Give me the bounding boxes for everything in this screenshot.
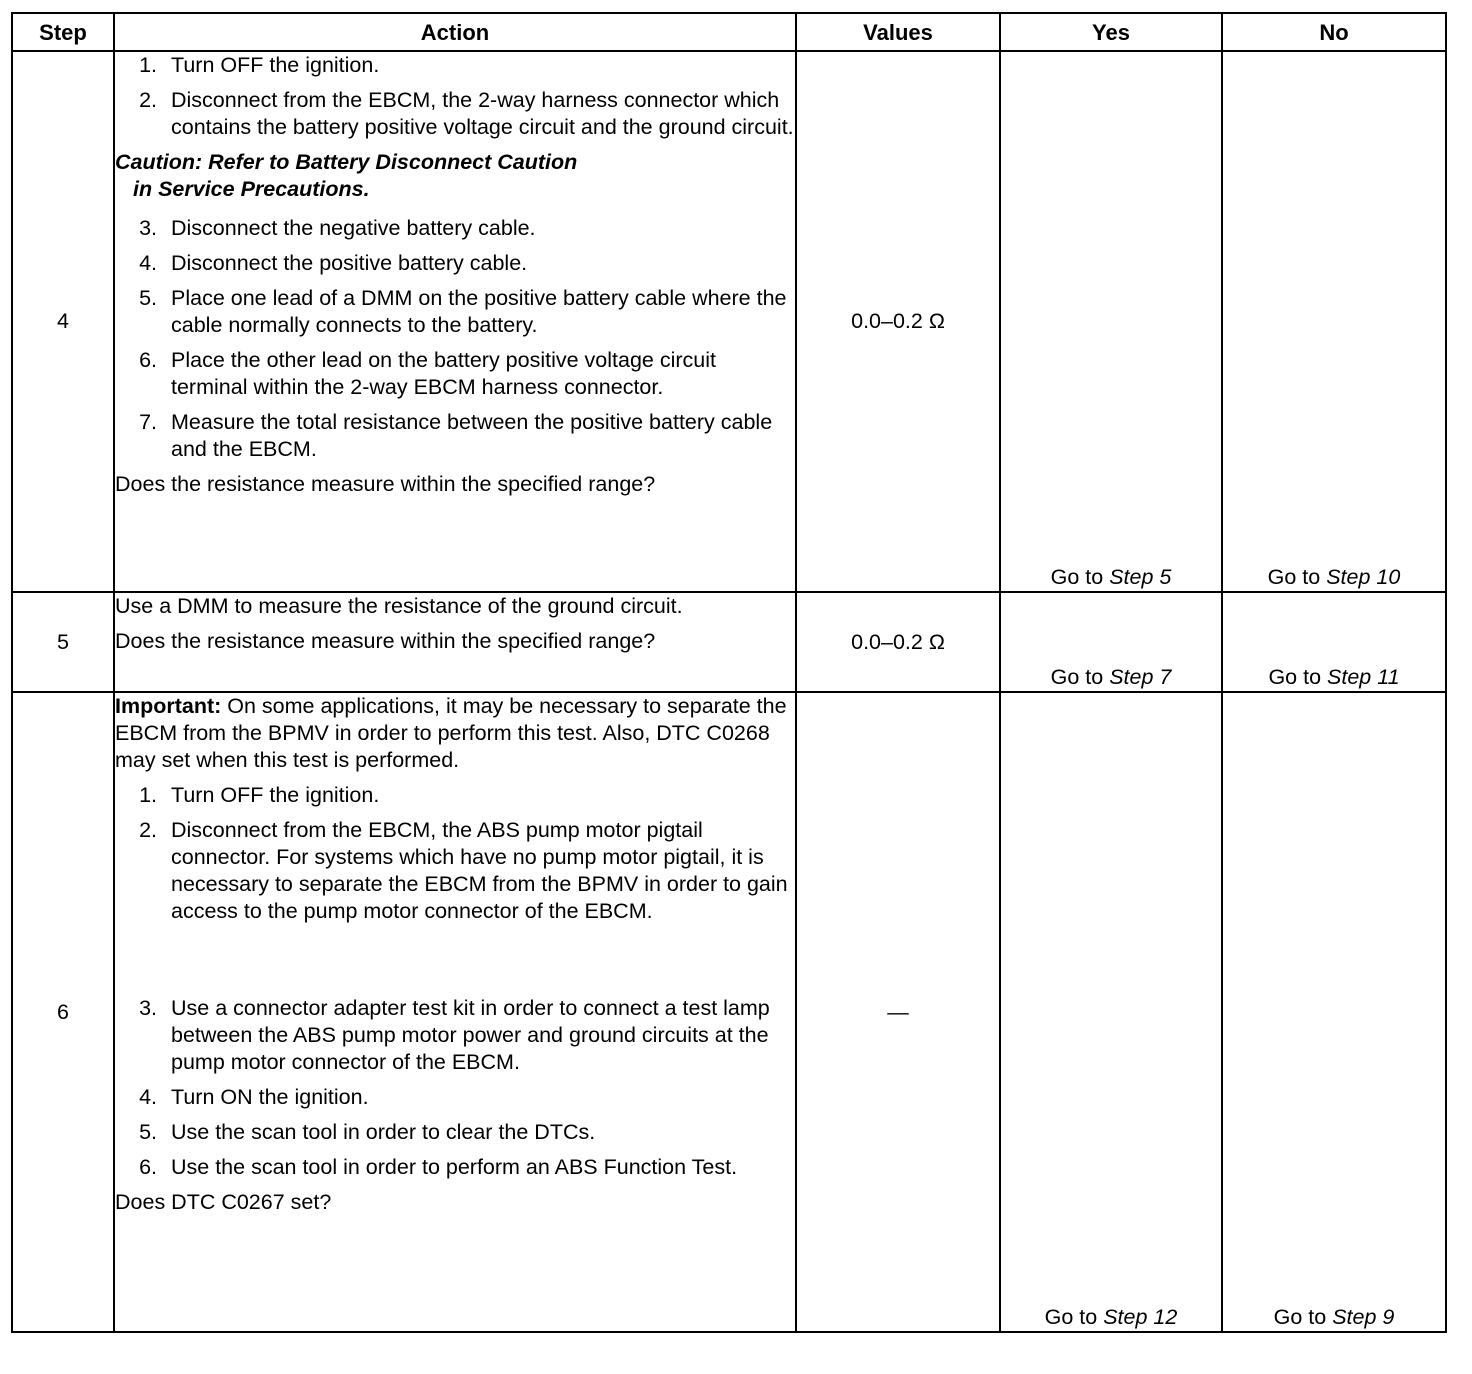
action-cell <box>114 692 796 1332</box>
item-number: 3. <box>139 996 157 1020</box>
list-item <box>115 1084 795 1111</box>
list-item <box>115 782 795 809</box>
item-text: Disconnect the negative battery cable. <box>171 216 536 240</box>
no-cell <box>1222 592 1446 692</box>
item-text: Place one lead of a DMM on the positive battery cable where the cable normally connects to the battery. <box>171 286 787 337</box>
table-row-step-5 <box>12 592 1446 692</box>
list-item <box>115 995 795 1076</box>
diagnostic-table <box>11 12 1447 1333</box>
item-text: Use a connector adapter test kit in order to connect a test lamp between the ABS pump motor power and ground circuits at the pump motor connector of the EBCM. <box>171 996 770 1074</box>
goto-step-link[interactable]: Step 11 <box>1327 665 1400 689</box>
item-text: Turn OFF the ignition. <box>171 783 380 807</box>
action-cell <box>114 592 796 692</box>
header-step: Step <box>12 13 114 51</box>
yes-cell <box>1000 692 1222 1332</box>
item-number: 3. <box>139 216 157 240</box>
item-text: Disconnect from the EBCM, the ABS pump motor pigtail connector. For systems which have no pump motor pigtail, it is necessary to separate the EBCM from the BPMV in order to gain access to the pump motor connector of the EBCM. <box>171 818 788 923</box>
item-text: Use the scan tool in order to clear the DTCs. <box>171 1120 596 1144</box>
caution-note <box>115 149 795 203</box>
list-item <box>115 87 795 141</box>
yes-cell <box>1000 51 1222 592</box>
step-number: 5 <box>12 592 114 692</box>
important-text: On some applications, it may be necessary to separate the EBCM from the BPMV in order to perform this test. Also, DTC C0268 may set when this test is performed. <box>115 694 787 772</box>
item-number: 6. <box>139 1155 157 1179</box>
yes-cell <box>1000 592 1222 692</box>
important-label: Important: <box>115 694 222 718</box>
spacer <box>115 933 795 995</box>
header-action: Action <box>114 13 796 51</box>
values-cell: 0.0–0.2 Ω <box>796 592 1000 692</box>
step-number: 4 <box>12 51 114 592</box>
goto-prefix: Go to <box>1273 1305 1333 1329</box>
list-item <box>115 215 795 242</box>
goto-prefix: Go to <box>1044 1305 1104 1329</box>
goto-step-link[interactable]: Step 5 <box>1109 565 1172 589</box>
goto-step-link[interactable]: Step 12 <box>1103 1305 1178 1329</box>
item-number: 5. <box>139 286 157 310</box>
item-text: Turn ON the ignition. <box>171 1085 369 1109</box>
goto-prefix: Go to <box>1268 665 1328 689</box>
no-cell <box>1222 51 1446 592</box>
goto-prefix: Go to <box>1050 565 1110 589</box>
item-text: Disconnect from the EBCM, the 2-way harness connector which contains the battery positive voltage circuit and the ground circuit. <box>171 88 794 139</box>
goto-prefix: Go to <box>1050 665 1110 689</box>
values-cell: 0.0–0.2 Ω <box>796 51 1000 592</box>
item-number: 2. <box>139 818 157 842</box>
caution-line-2: in Service Precautions. <box>133 177 370 201</box>
step-number: 6 <box>12 692 114 1332</box>
table-row-step-4 <box>12 51 1446 592</box>
item-text: Place the other lead on the battery positive voltage circuit terminal within the 2-way EBCM harness connector. <box>171 348 716 399</box>
list-item <box>115 52 795 79</box>
item-number: 4. <box>139 1085 157 1109</box>
action-cell <box>114 51 796 592</box>
item-text: Turn OFF the ignition. <box>171 53 380 77</box>
caution-line-1: Caution: Refer to Battery Disconnect Caution <box>115 150 578 174</box>
values-cell: — <box>796 692 1000 1332</box>
header-no: No <box>1222 13 1446 51</box>
item-number: 6. <box>139 348 157 372</box>
goto-step-link[interactable]: Step 7 <box>1109 665 1172 689</box>
table-row-step-6 <box>12 692 1446 1332</box>
list-item <box>115 409 795 463</box>
list-item <box>115 285 795 339</box>
item-number: 4. <box>139 251 157 275</box>
item-text: Disconnect the positive battery cable. <box>171 251 528 275</box>
header-values: Values <box>796 13 1000 51</box>
list-item <box>115 1154 795 1181</box>
item-number: 5. <box>139 1120 157 1144</box>
question-text: Does the resistance measure within the specified range? <box>115 629 656 653</box>
header-row <box>12 13 1446 51</box>
item-text: Measure the total resistance between the positive battery cable and the EBCM. <box>171 410 773 461</box>
action-text: Use a DMM to measure the resistance of the ground circuit. <box>115 594 683 618</box>
list-item <box>115 347 795 401</box>
item-number: 1. <box>139 783 157 807</box>
question-text: Does DTC C0267 set? <box>115 1190 332 1214</box>
goto-prefix: Go to <box>1267 565 1327 589</box>
no-cell <box>1222 692 1446 1332</box>
item-number: 1. <box>139 53 157 77</box>
list-item <box>115 1119 795 1146</box>
important-note <box>115 693 795 774</box>
list-item <box>115 817 795 925</box>
goto-step-link[interactable]: Step 10 <box>1326 565 1401 589</box>
item-text: Use the scan tool in order to perform an ABS Function Test. <box>171 1155 738 1179</box>
item-number: 2. <box>139 88 157 112</box>
goto-step-link[interactable]: Step 9 <box>1332 1305 1395 1329</box>
item-number: 7. <box>139 410 157 434</box>
list-item <box>115 250 795 277</box>
header-yes: Yes <box>1000 13 1222 51</box>
question-text: Does the resistance measure within the specified range? <box>115 472 656 496</box>
